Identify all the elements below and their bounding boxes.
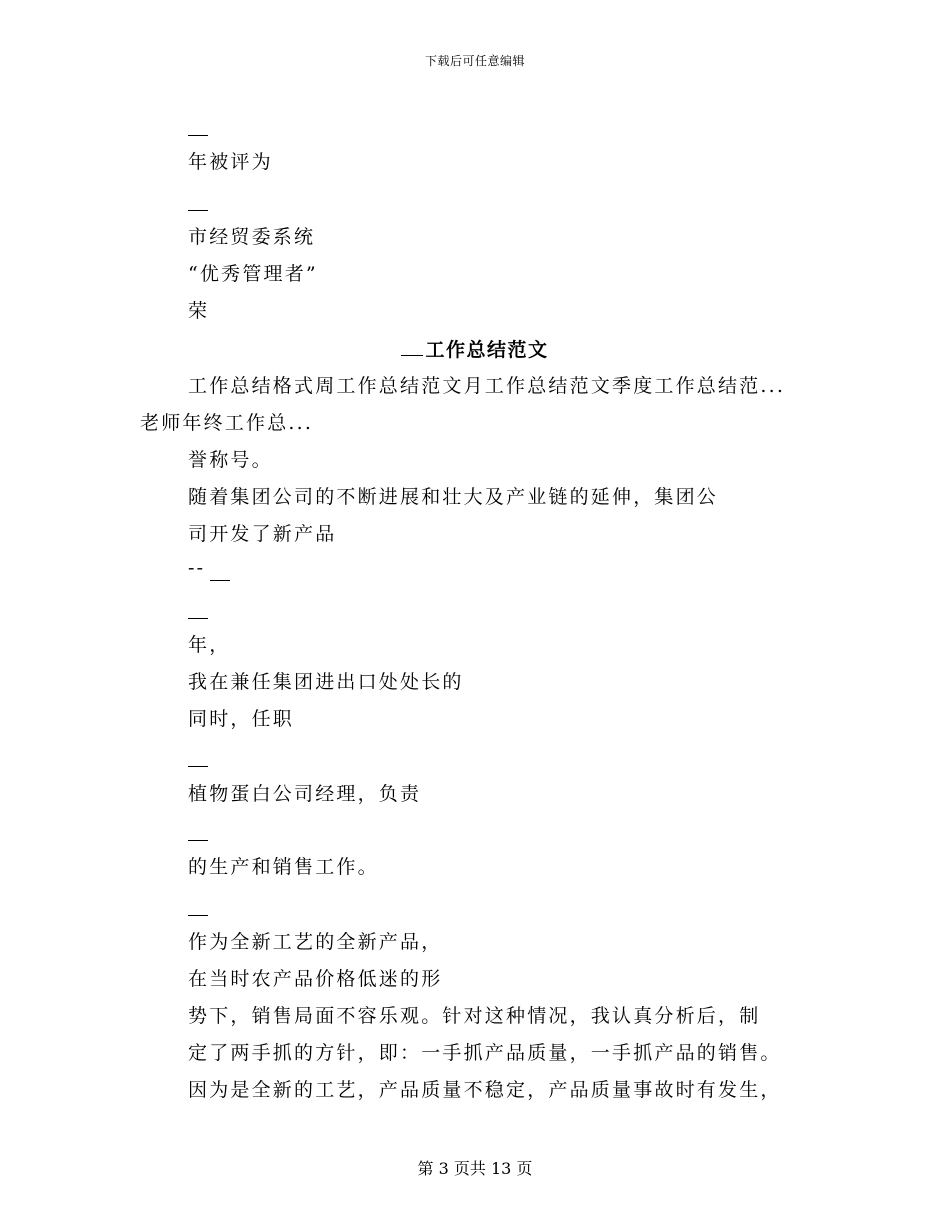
blank-underline xyxy=(188,210,208,211)
section-title xyxy=(0,337,950,362)
body-line: 定了两手抓的方针，即：一手抓产品质量，一手抓产品的销售。 xyxy=(188,1042,782,1064)
body-line: 植物蛋白公司经理，负责 xyxy=(188,783,422,805)
body-line: 在当时农产品价格低迷的形 xyxy=(188,968,443,990)
body-line: 司开发了新产品 xyxy=(188,523,337,545)
body-line: 因为是全新的工艺，产品质量不稳定，产品质量事故时有发生， xyxy=(188,1079,782,1101)
page-header: 下载后可任意编辑 xyxy=(424,54,525,68)
page-footer: 第 3 页共 13 页 xyxy=(417,1159,533,1178)
blank-underline xyxy=(188,766,208,767)
blank-underline xyxy=(188,915,208,916)
blank-underline xyxy=(188,135,208,136)
body-line: 的生产和销售工作。 xyxy=(188,856,379,878)
body-line: 随着集团公司的不断进展和壮大及产业链的延伸，集团公 xyxy=(188,486,719,508)
body-line: 势下，销售局面不容乐观。针对这种情况，我认真分析后，制 xyxy=(188,1005,761,1027)
body-line: 老师年终工作总... xyxy=(140,412,314,434)
body-line: 工作总结格式周工作总结范文月工作总结范文季度工作总结范... xyxy=(188,375,786,397)
body-line: 荣 xyxy=(188,300,210,322)
body-line: 市经贸委系统 xyxy=(188,226,316,248)
body-line: 作为全新工艺的全新产品， xyxy=(188,931,443,953)
blank-underline xyxy=(188,840,208,841)
blank-underline xyxy=(188,618,208,619)
blank-underline xyxy=(210,580,230,581)
body-line: 年， xyxy=(188,634,231,656)
body-line: 同时，任职 xyxy=(188,708,295,730)
body-line: 年被评为 xyxy=(188,151,273,173)
title-blank-underline xyxy=(401,337,423,356)
body-line: 我在兼任集团进出口处处长的 xyxy=(188,671,464,693)
body-line: -- xyxy=(188,557,206,579)
body-line: 誉称号。 xyxy=(188,449,273,471)
section-title-text: 工作总结范文 xyxy=(425,339,549,361)
body-line: “优秀管理者” xyxy=(188,263,318,285)
